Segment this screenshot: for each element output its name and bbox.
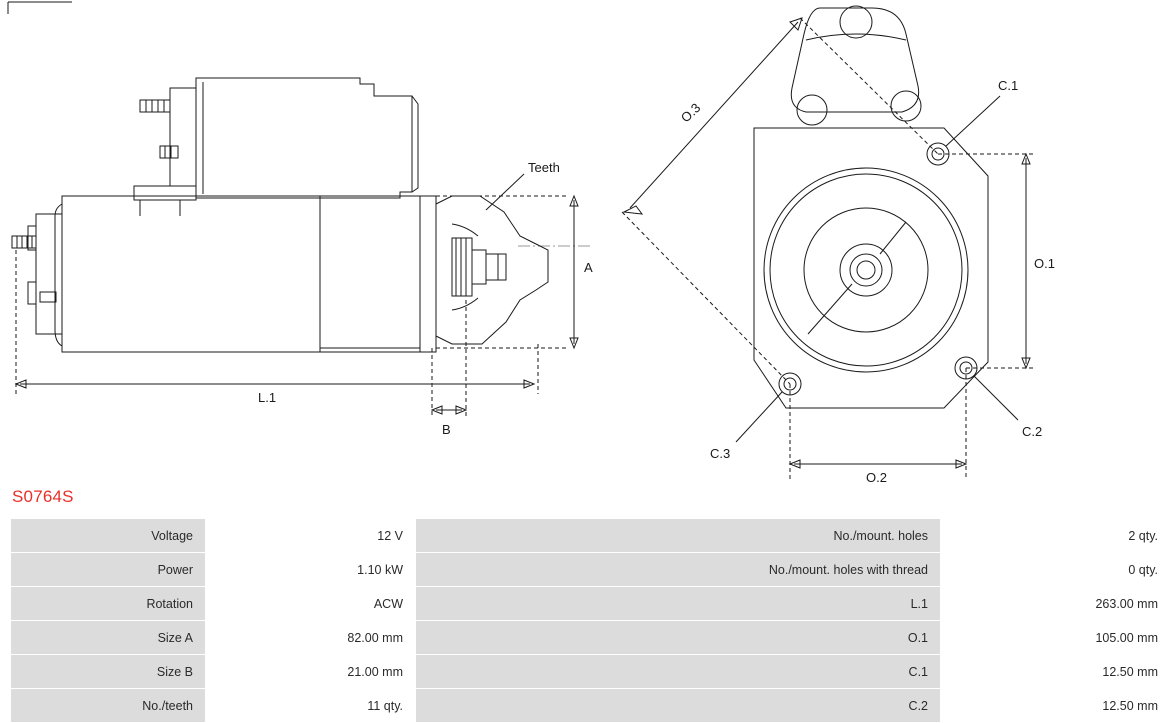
label-teeth: Teeth: [528, 160, 560, 175]
spec-value-size-a: 82.00 mm: [206, 621, 416, 655]
spec-value-c1: 12.50 mm: [941, 655, 1171, 689]
label-hole-c2: C.2: [1022, 424, 1043, 439]
table-row: [11, 621, 1171, 655]
spec-label-power: Power: [11, 553, 206, 587]
label-hole-c3: C.3: [710, 446, 731, 461]
label-dim-a: A: [584, 260, 593, 275]
table-row: [11, 689, 1171, 723]
table-row: [11, 655, 1171, 689]
spec-value-size-b: 21.00 mm: [206, 655, 416, 689]
spec-label-l1: L.1: [416, 587, 941, 621]
label-dim-l1: L.1: [258, 390, 277, 405]
label-dim-o2: O.2: [866, 470, 887, 485]
spec-value-c2: 12.50 mm: [941, 689, 1171, 723]
label-hole-c1: C.1: [998, 78, 1019, 93]
spec-value-rotation: ACW: [206, 587, 416, 621]
spec-label-c2: C.2: [416, 689, 941, 723]
side-view-starter: [12, 78, 593, 437]
spec-label-c1: C.1: [416, 655, 941, 689]
table-row: [11, 553, 1171, 587]
spec-label-teeth: No./teeth: [11, 689, 206, 723]
spec-label-voltage: Voltage: [11, 519, 206, 553]
spec-value-teeth: 11 qty.: [206, 689, 416, 723]
spec-label-mount-holes-thread: No./mount. holes with thread: [416, 553, 941, 587]
label-dim-b: B: [442, 422, 451, 437]
spec-value-mount-holes: 2 qty.: [941, 519, 1171, 553]
spec-label-size-a: Size A: [11, 621, 206, 655]
spec-value-mount-holes-thread: 0 qty.: [941, 553, 1171, 587]
spec-label-size-b: Size B: [11, 655, 206, 689]
front-view-starter: [622, 6, 1055, 485]
spec-value-voltage: 12 V: [206, 519, 416, 553]
spec-value-l1: 263.00 mm: [941, 587, 1171, 621]
specifications-table: [10, 518, 1171, 723]
spec-label-rotation: Rotation: [11, 587, 206, 621]
spec-label-mount-holes: No./mount. holes: [416, 519, 941, 553]
spec-value-power: 1.10 kW: [206, 553, 416, 587]
spec-label-o1: O.1: [416, 621, 941, 655]
spec-value-o1: 105.00 mm: [941, 621, 1171, 655]
part-number-title: S0764S: [12, 487, 74, 506]
table-row: [11, 587, 1171, 621]
table-row: [11, 519, 1171, 553]
label-dim-o1: O.1: [1034, 256, 1055, 271]
page-frame-marks: [8, 2, 72, 14]
label-dim-o3: O.3: [677, 100, 704, 126]
